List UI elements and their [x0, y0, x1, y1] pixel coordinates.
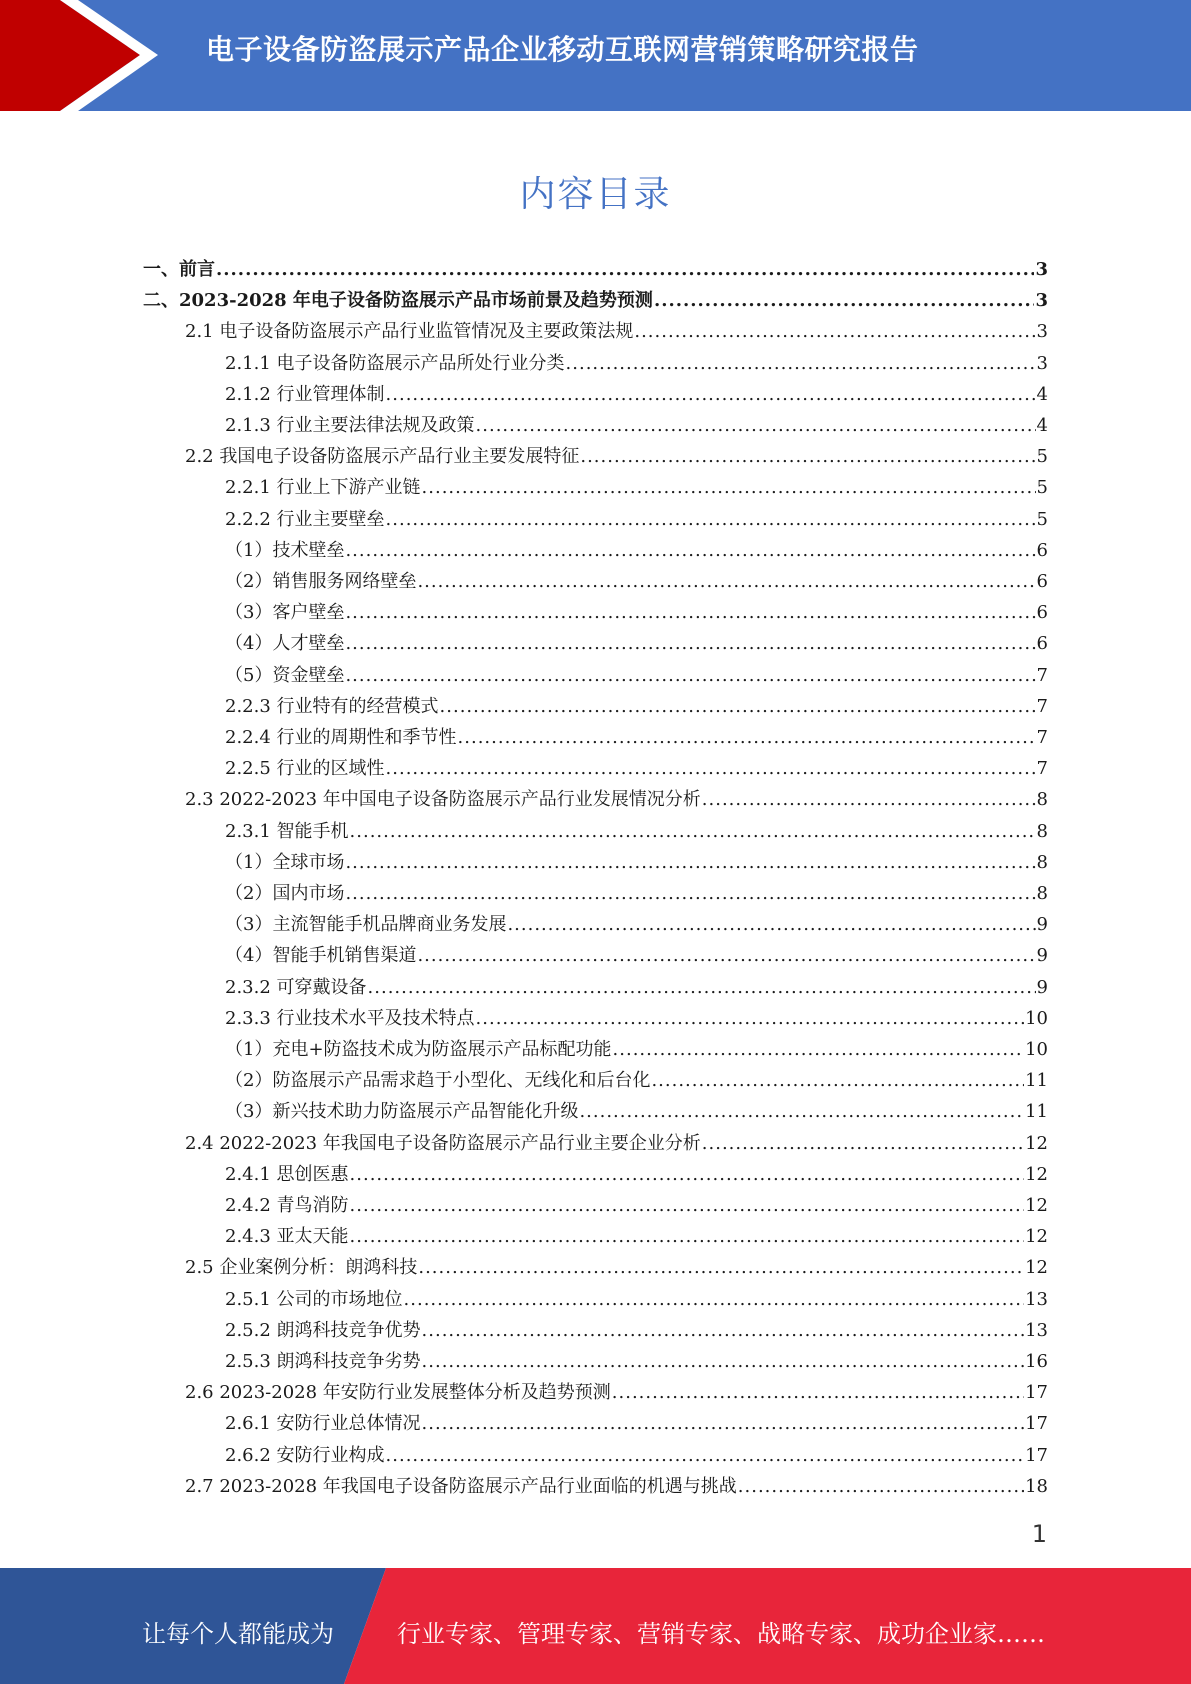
toc-leader-dots — [612, 1382, 1024, 1403]
toc-entry-title: 2.1 电子设备防盗展示产品行业监管情况及主要政策法规 — [185, 321, 634, 343]
toc-entry[interactable] — [185, 1378, 1048, 1406]
toc-entry-page: 3 — [1035, 290, 1048, 312]
toc-entry-title: （4）人才壁垒 — [225, 633, 345, 655]
toc-leader-dots — [386, 509, 1036, 530]
toc-entry[interactable] — [225, 380, 1048, 408]
toc-entry-title: 2.4.1 思创医惠 — [225, 1163, 349, 1185]
toc-entry-title: 2.5 企业案例分析：朗鸿科技 — [185, 1257, 418, 1279]
toc-entry-title: 2.5.1 公司的市场地位 — [225, 1288, 403, 1310]
toc-entry-page: 6 — [1036, 539, 1048, 561]
toc-entry-title: 2.2.4 行业的周期性和季节性 — [225, 727, 457, 748]
toc-entry[interactable] — [225, 1347, 1048, 1375]
toc-entry[interactable] — [225, 349, 1048, 377]
toc-entry-title: 2.1.2 行业管理体制 — [225, 383, 385, 405]
toc-entry[interactable] — [225, 661, 1048, 689]
toc-entry-page: 17 — [1025, 1444, 1048, 1466]
page-number: 1 — [1031, 1520, 1047, 1548]
toc-entry-title: （1）技术壁垒 — [225, 539, 345, 561]
toc-entry-page: 10 — [1025, 1039, 1048, 1060]
toc-leader-dots — [404, 1289, 1025, 1310]
toc-entry[interactable] — [225, 598, 1048, 626]
toc-leader-dots — [507, 914, 1035, 935]
toc-entry[interactable] — [185, 317, 1048, 345]
toc-leader-dots — [702, 1133, 1024, 1154]
toc-entry-page: 11 — [1025, 1101, 1048, 1123]
toc-entry[interactable] — [225, 754, 1048, 782]
toc-entry-page: 6 — [1036, 633, 1048, 655]
toc-entry-title: 2.4 2022-2023 年我国电子设备防盗展示产品行业主要企业分析 — [185, 1132, 701, 1154]
toc-leader-dots — [440, 696, 1036, 717]
toc-entry[interactable] — [225, 848, 1048, 876]
toc-entry-page: 8 — [1036, 789, 1048, 811]
toc-leader-dots — [350, 1164, 1025, 1185]
toc-entry-title: 2.5.2 朗鸿科技竞争优势 — [225, 1319, 421, 1341]
toc-entry[interactable] — [225, 1097, 1048, 1125]
toc-leader-dots — [350, 1226, 1025, 1247]
toc-leader-dots — [654, 290, 1035, 311]
toc-entry[interactable] — [225, 1316, 1048, 1344]
toc-entry[interactable] — [185, 1129, 1048, 1157]
toc-entry-page: 17 — [1025, 1413, 1048, 1435]
toc-entry-page: 4 — [1036, 415, 1048, 436]
toc-entry-title: 2.3.3 行业技术水平及技术特点 — [225, 1007, 475, 1029]
toc-entry-page: 11 — [1025, 1070, 1048, 1092]
toc-entry-title: （2）国内市场 — [225, 883, 345, 904]
toc-entry[interactable] — [225, 692, 1048, 720]
toc-entry-page: 3 — [1035, 259, 1048, 280]
toc-entry-title: （3）新兴技术助力防盗展示产品智能化升级 — [225, 1101, 579, 1123]
toc-entry-page: 5 — [1036, 446, 1048, 468]
toc-entry[interactable] — [225, 1222, 1048, 1250]
toc-leader-dots — [386, 384, 1036, 405]
toc-entry-title: （5）资金壁垒 — [225, 664, 345, 686]
toc-leader-dots — [702, 789, 1036, 810]
toc-entry-page: 9 — [1036, 914, 1048, 936]
toc-leader-dots — [651, 1070, 1024, 1091]
toc-leader-dots — [458, 727, 1036, 748]
toc-entry[interactable] — [185, 785, 1048, 813]
toc-leader-dots — [417, 571, 1035, 592]
toc-entry-page: 12 — [1025, 1132, 1048, 1154]
toc-entry-page: 6 — [1036, 602, 1048, 624]
toc-leader-dots — [386, 758, 1036, 779]
toc-entry-title: 2.3.1 智能手机 — [225, 820, 349, 842]
toc-entry-title: 2.1.1 电子设备防盗展示产品所处行业分类 — [225, 352, 565, 374]
toc-heading: 内容目录 — [519, 174, 672, 215]
toc-entry-page: 9 — [1036, 976, 1048, 998]
toc-leader-dots — [476, 1008, 1025, 1029]
toc-entry-title: 2.2 我国电子设备防盗展示产品行业主要发展特征 — [185, 446, 580, 468]
toc-entry-title: 2.4.3 亚太天能 — [225, 1226, 349, 1248]
toc-entry-page: 12 — [1025, 1163, 1048, 1185]
toc-leader-dots — [422, 477, 1036, 498]
toc-leader-dots — [476, 415, 1036, 436]
footer-slogan-left: 让每个人都能成为 — [142, 1620, 334, 1648]
toc-leader-dots — [579, 1101, 1024, 1122]
toc-entry[interactable] — [225, 629, 1048, 657]
toc-entry-page: 7 — [1036, 695, 1048, 717]
toc-entry-title: （1）充电+防盗技术成为防盗展示产品标配功能 — [225, 1039, 612, 1060]
toc-entry[interactable] — [225, 1160, 1048, 1188]
toc-entry[interactable] — [225, 567, 1048, 595]
toc-entry[interactable] — [225, 910, 1048, 938]
toc-entry-title: 二、2023-2028 年电子设备防盗展示产品市场前景及趋势预测 — [143, 290, 653, 312]
toc-leader-dots — [566, 353, 1036, 374]
toc-leader-dots — [345, 852, 1035, 873]
toc-entry-title: 2.3.2 可穿戴设备 — [225, 976, 367, 998]
toc-entry-page: 6 — [1036, 571, 1048, 592]
toc-leader-dots — [345, 602, 1035, 623]
toc-entry-page: 8 — [1036, 883, 1048, 904]
toc-leader-dots — [634, 321, 1035, 342]
toc-leader-dots — [422, 1351, 1025, 1372]
toc-entry-page: 12 — [1025, 1195, 1048, 1216]
toc-entry-page: 12 — [1025, 1257, 1048, 1279]
toc-leader-dots — [345, 633, 1035, 654]
toc-entry[interactable] — [143, 255, 1048, 283]
toc-leader-dots — [738, 1476, 1024, 1497]
page-footer — [0, 1568, 1191, 1684]
toc-entry[interactable] — [225, 941, 1048, 969]
toc-leader-dots — [580, 446, 1035, 467]
toc-entry-page: 7 — [1036, 727, 1048, 748]
toc-entry-title: 2.2.3 行业特有的经营模式 — [225, 695, 439, 717]
toc-entry[interactable] — [225, 1004, 1048, 1032]
toc-leader-dots — [386, 1445, 1025, 1466]
toc-entry[interactable] — [225, 536, 1048, 564]
toc-entry[interactable] — [143, 286, 1048, 314]
toc-entry[interactable] — [225, 1285, 1048, 1313]
toc-entry-title: 2.7 2023-2028 年我国电子设备防盗展示产品行业面临的机遇与挑战 — [185, 1475, 737, 1497]
toc-entry-page: 7 — [1036, 664, 1048, 686]
toc-entry-page: 9 — [1036, 945, 1048, 967]
toc-leader-dots — [345, 665, 1035, 686]
toc-entry-page: 13 — [1025, 1288, 1048, 1310]
toc-entry-page: 3 — [1036, 352, 1048, 374]
toc-entry[interactable] — [185, 1472, 1048, 1500]
toc-entry-page: 7 — [1036, 758, 1048, 780]
toc-entry-title: 2.6.1 安防行业总体情况 — [225, 1413, 421, 1435]
toc-entry[interactable] — [225, 817, 1048, 845]
toc-leader-dots — [216, 259, 1034, 280]
toc-entry-title: （2）防盗展示产品需求趋于小型化、无线化和后台化 — [225, 1070, 651, 1092]
report-title: 电子设备防盗展示产品企业移动互联网营销策略研究报告 — [206, 33, 919, 66]
toc-entry-title: （3）主流智能手机品牌商业务发展 — [225, 914, 507, 936]
toc-leader-dots — [368, 977, 1036, 998]
toc-entry[interactable] — [225, 1035, 1048, 1063]
toc-leader-dots — [422, 1413, 1025, 1434]
toc-entry[interactable] — [225, 973, 1048, 1001]
toc-entry[interactable] — [225, 505, 1048, 533]
toc-entry-page: 8 — [1036, 820, 1048, 842]
toc-entry[interactable] — [225, 1066, 1048, 1094]
toc-leader-dots — [417, 945, 1035, 966]
toc-entry[interactable] — [225, 1191, 1048, 1219]
toc-entry-title: 2.2.5 行业的区域性 — [225, 758, 385, 780]
toc-entry-page: 8 — [1036, 851, 1048, 873]
toc-leader-dots — [345, 883, 1035, 904]
toc-entry-page: 5 — [1036, 477, 1048, 499]
toc-entry[interactable] — [225, 879, 1048, 907]
toc-entry-page: 12 — [1025, 1226, 1048, 1248]
toc-entry[interactable] — [225, 1409, 1048, 1437]
footer-slogan-right: 行业专家、管理专家、营销专家、战略专家、成功企业家…… — [397, 1620, 1045, 1648]
toc-entry-title: 2.6.2 安防行业构成 — [225, 1444, 385, 1466]
toc-entry[interactable] — [225, 411, 1048, 439]
toc-entry-page: 16 — [1025, 1351, 1048, 1372]
toc-entry-title: 2.4.2 青鸟消防 — [225, 1195, 349, 1216]
toc-entry-title: （1）全球市场 — [225, 851, 345, 873]
toc-entry-page: 5 — [1036, 508, 1048, 530]
toc-leader-dots — [345, 540, 1035, 561]
toc-entry-title: 2.2.1 行业上下游产业链 — [225, 477, 421, 499]
toc-entry[interactable] — [225, 723, 1048, 751]
toc-entry-page: 17 — [1025, 1382, 1048, 1404]
toc-leader-dots — [613, 1039, 1025, 1060]
toc-entry-title: 一、前言 — [143, 259, 215, 280]
page-header — [0, 0, 1191, 111]
toc-entry[interactable] — [225, 473, 1048, 501]
toc-entry[interactable] — [185, 442, 1048, 470]
toc-entry-page: 3 — [1036, 321, 1048, 343]
toc-entry-page: 4 — [1036, 383, 1048, 405]
toc-entry-title: 2.5.3 朗鸿科技竞争劣势 — [225, 1351, 421, 1372]
toc-entry-title: 2.3 2022-2023 年中国电子设备防盗展示产品行业发展情况分析 — [185, 789, 701, 811]
toc-leader-dots — [350, 821, 1036, 842]
toc-entry-page: 13 — [1025, 1319, 1048, 1341]
toc-entry-title: （4）智能手机销售渠道 — [225, 945, 417, 967]
toc-leader-dots — [418, 1257, 1024, 1278]
toc-entry[interactable] — [225, 1441, 1048, 1469]
toc-leader-dots — [422, 1320, 1025, 1341]
toc-leader-dots — [350, 1195, 1025, 1216]
toc-entry[interactable] — [185, 1253, 1048, 1281]
toc-entry-title: （3）客户壁垒 — [225, 602, 345, 624]
toc-entry-title: 2.1.3 行业主要法律法规及政策 — [225, 415, 475, 436]
toc-entry-page: 18 — [1025, 1475, 1048, 1497]
toc-entry-title: （2）销售服务网络壁垒 — [225, 571, 417, 592]
toc-entry-title: 2.6 2023-2028 年安防行业发展整体分析及趋势预测 — [185, 1382, 611, 1404]
toc-entry-page: 10 — [1025, 1007, 1048, 1029]
toc-entry-title: 2.2.2 行业主要壁垒 — [225, 508, 385, 530]
